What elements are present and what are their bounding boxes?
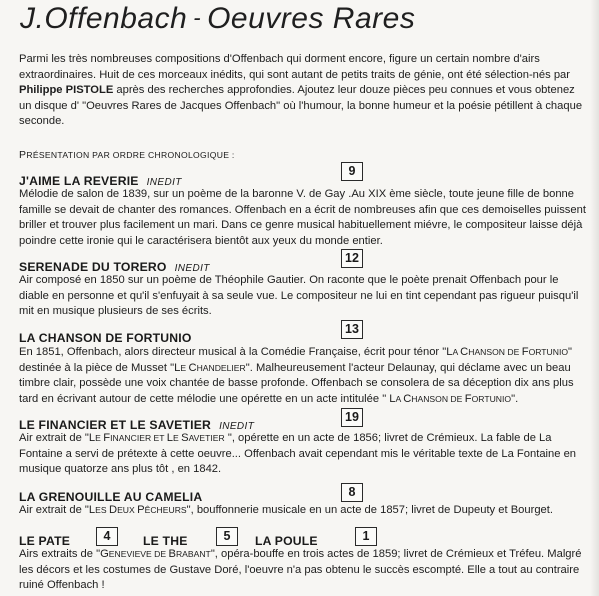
- smallcaps-cap: L: [88, 432, 96, 444]
- smallcaps-rest: EUX: [117, 505, 138, 515]
- smallcaps-rest: E: [180, 362, 189, 373]
- smallcaps-cap: P: [137, 504, 145, 516]
- smallcaps-rest: ORTUNIO: [528, 347, 569, 357]
- fortunio-text-3: ". Malheureusement l'acteur Delaunay, qui déclame avec un beau timbre clair, possède une voix chantée de basse profonde. Offenbach se consolera de sa déception dix ans plus tard en écrivant autour de cette mélodie une opérette en un acte intitulée ": [19, 361, 574, 405]
- smallcaps-cap: L: [174, 361, 181, 374]
- presentation-rest: RÉSENTATION PAR ORDRE CHRONOLOGIQUE :: [26, 150, 235, 160]
- track-number-box: 19: [341, 408, 363, 427]
- section-heading-reverie: [19, 174, 182, 188]
- title-album: Oeuvres Rares: [207, 2, 416, 35]
- smallcaps-rest: ENEVIEVE DE: [108, 549, 169, 559]
- torero-description: Air composé en 1850 sur un poème de Théophile Gautier. On raconte que le poète prenait Offenbach pour le diable en personne et qu'il s'enfuyait à sa seule vue. Le compositeur ne lui en tint cependant pas rigueur puisqu'il mit en musique plusieurs de ses écrits.: [19, 274, 579, 317]
- smallcaps-cap: C: [460, 346, 469, 358]
- track-number-box: 5: [216, 527, 238, 546]
- smallcaps-cap: L: [166, 432, 173, 444]
- smallcaps-rest: HANDELIER: [196, 362, 246, 373]
- smallcaps-rest: A: [395, 393, 404, 404]
- presentation-subtitle: [19, 149, 235, 161]
- financier-text-1: Air extrait de ": [19, 432, 89, 444]
- section-heading-the: LE THE: [143, 534, 188, 548]
- reverie-description: Mélodie de salon de 1839, sur un poème de la baronne V. de Gay .Au XIX ème siècle, toute jeune fille de bonne famille se devait de chanter des romances. Offenbach en a écrit de nombreuses afin que ces demoiselles puissent briller et trouver plus facilement un mari. Dans ce genre musical habituellement miévre, le compositeur laisse déjà poindre cette ironie qui le caractérisera bientôt aux yeux du monde entier.: [19, 188, 586, 247]
- page-edge-shadow: [590, 0, 599, 596]
- camelia-description: [19, 503, 589, 519]
- inedit-label: INEDIT: [146, 177, 182, 188]
- section-heading-poule: LA POULE: [255, 534, 318, 548]
- smallcaps-rest: E: [95, 433, 104, 443]
- smallcaps-cap: D: [108, 504, 118, 516]
- reverie-title: J'AIME LA REVERIE: [19, 174, 139, 188]
- section-heading-pate: LE PATE: [19, 534, 71, 548]
- smallcaps-cap: F: [464, 392, 472, 405]
- smallcaps-rest: HANSON DE: [468, 347, 522, 357]
- intro-text-2: après des recherches approfondies. Ajoutez leur douze pièces peu connues et vous obtenez un disque d' "Oeuvres Rares de Jacques Offenbach" où l'humour, la bonne humeur et la poésie pétillent à chaque seconde.: [19, 84, 583, 127]
- smallcaps-cap: C: [188, 361, 197, 374]
- fortunio-text-4: ".: [511, 392, 519, 405]
- title-composer: J.Offenbach: [20, 2, 188, 35]
- intro-paragraph: [19, 52, 589, 130]
- smallcaps-rest: ORTUNIO: [471, 393, 512, 404]
- fortunio-text-2: " destinée à la pièce de Musset ": [19, 346, 573, 374]
- financier-text-2: ", opérette en un acte de 1856; livret de Crémieux. La fable de La Fontaine a servi de prétexte à cette oeuvre... Offenbach avait cependant mis le véritable texte de La Fontaine en musique quatorze ans plus tôt , en 1842.: [19, 432, 577, 475]
- smallcaps-cap: S: [181, 432, 189, 444]
- track-number-box: 4: [96, 527, 118, 546]
- track-number-box: 1: [355, 527, 377, 546]
- section-heading-financier: [19, 418, 254, 432]
- financier-title: LE FINANCIER ET LE SAVETIER: [19, 418, 212, 432]
- track-number-box: 13: [341, 320, 363, 339]
- fortunio-title: LA CHANSON DE FORTUNIO: [19, 331, 192, 345]
- smallcaps-cap: G: [100, 548, 109, 560]
- smallcaps-cap: L: [389, 392, 396, 405]
- smallcaps-rest: RABANT: [175, 549, 211, 559]
- smallcaps-rest: INANCIER ET: [110, 433, 167, 443]
- smallcaps-cap: L: [446, 346, 453, 358]
- track-number-box: 9: [341, 162, 363, 181]
- torero-title: SERENADE DU TORERO: [19, 260, 167, 274]
- intro-author-name: Philippe PISTOLE: [19, 84, 114, 96]
- smallcaps-rest: A: [452, 347, 461, 357]
- smallcaps-rest: ES: [95, 505, 109, 515]
- presentation-cap: P: [19, 149, 27, 161]
- inedit-label: INEDIT: [174, 263, 210, 274]
- intro-text-1: Parmi les très nombreuses compositions d'Offenbach qui dorment encore, figure un certain nombre d'airs extraordinaires. Huit de ces morceaux inédits, qui sont autant de petits traits de génie, ont été sélection-nés par: [19, 53, 570, 81]
- track-number-box: 8: [341, 483, 363, 502]
- fortunio-text-1: En 1851, Offenbach, alors directeur musical à la Comédie Française, écrit pour ténor ": [19, 346, 447, 358]
- section-heading-camelia: [19, 490, 202, 504]
- smallcaps-cap: F: [103, 432, 111, 444]
- pate-text-2: ", opéra-bouffe en trois actes de 1859; livret de Crémieux et Tréfeu. Malgré les décors et les costumes de Gustave Doré, l'oeuvre n'a pas obtenu le succès escompté. Elle a tout au contraire ruiné Offenbach !: [19, 548, 582, 591]
- smallcaps-cap: C: [403, 392, 412, 405]
- title-separator: -: [193, 5, 202, 30]
- section-heading-torero: [19, 260, 210, 274]
- camelia-title: LA GRENOUILLE AU CAMELIA: [19, 490, 203, 504]
- smallcaps-cap: L: [88, 504, 96, 516]
- pate-description: [19, 547, 589, 594]
- camelia-text-2: ", bouffonnerie musicale en un acte de 1857; livret de Dupeuty et Bourget.: [186, 504, 553, 516]
- smallcaps-rest: ÊCHEURS: [144, 505, 187, 515]
- fortunio-description: [19, 345, 589, 407]
- smallcaps-rest: E: [173, 433, 182, 443]
- inedit-label: INEDIT: [219, 421, 255, 432]
- smallcaps-cap: B: [168, 548, 176, 560]
- pate-text-1: Airs extraits de ": [19, 548, 101, 560]
- section-heading-fortunio: [19, 331, 192, 345]
- smallcaps-cap: F: [521, 346, 529, 358]
- page-title: [20, 2, 415, 36]
- smallcaps-rest: AVETIER: [188, 433, 225, 443]
- track-number-box: 12: [341, 249, 363, 268]
- financier-description: [19, 431, 589, 478]
- camelia-text-1: Air extrait de ": [19, 504, 89, 516]
- smallcaps-rest: HANSON DE: [411, 393, 465, 404]
